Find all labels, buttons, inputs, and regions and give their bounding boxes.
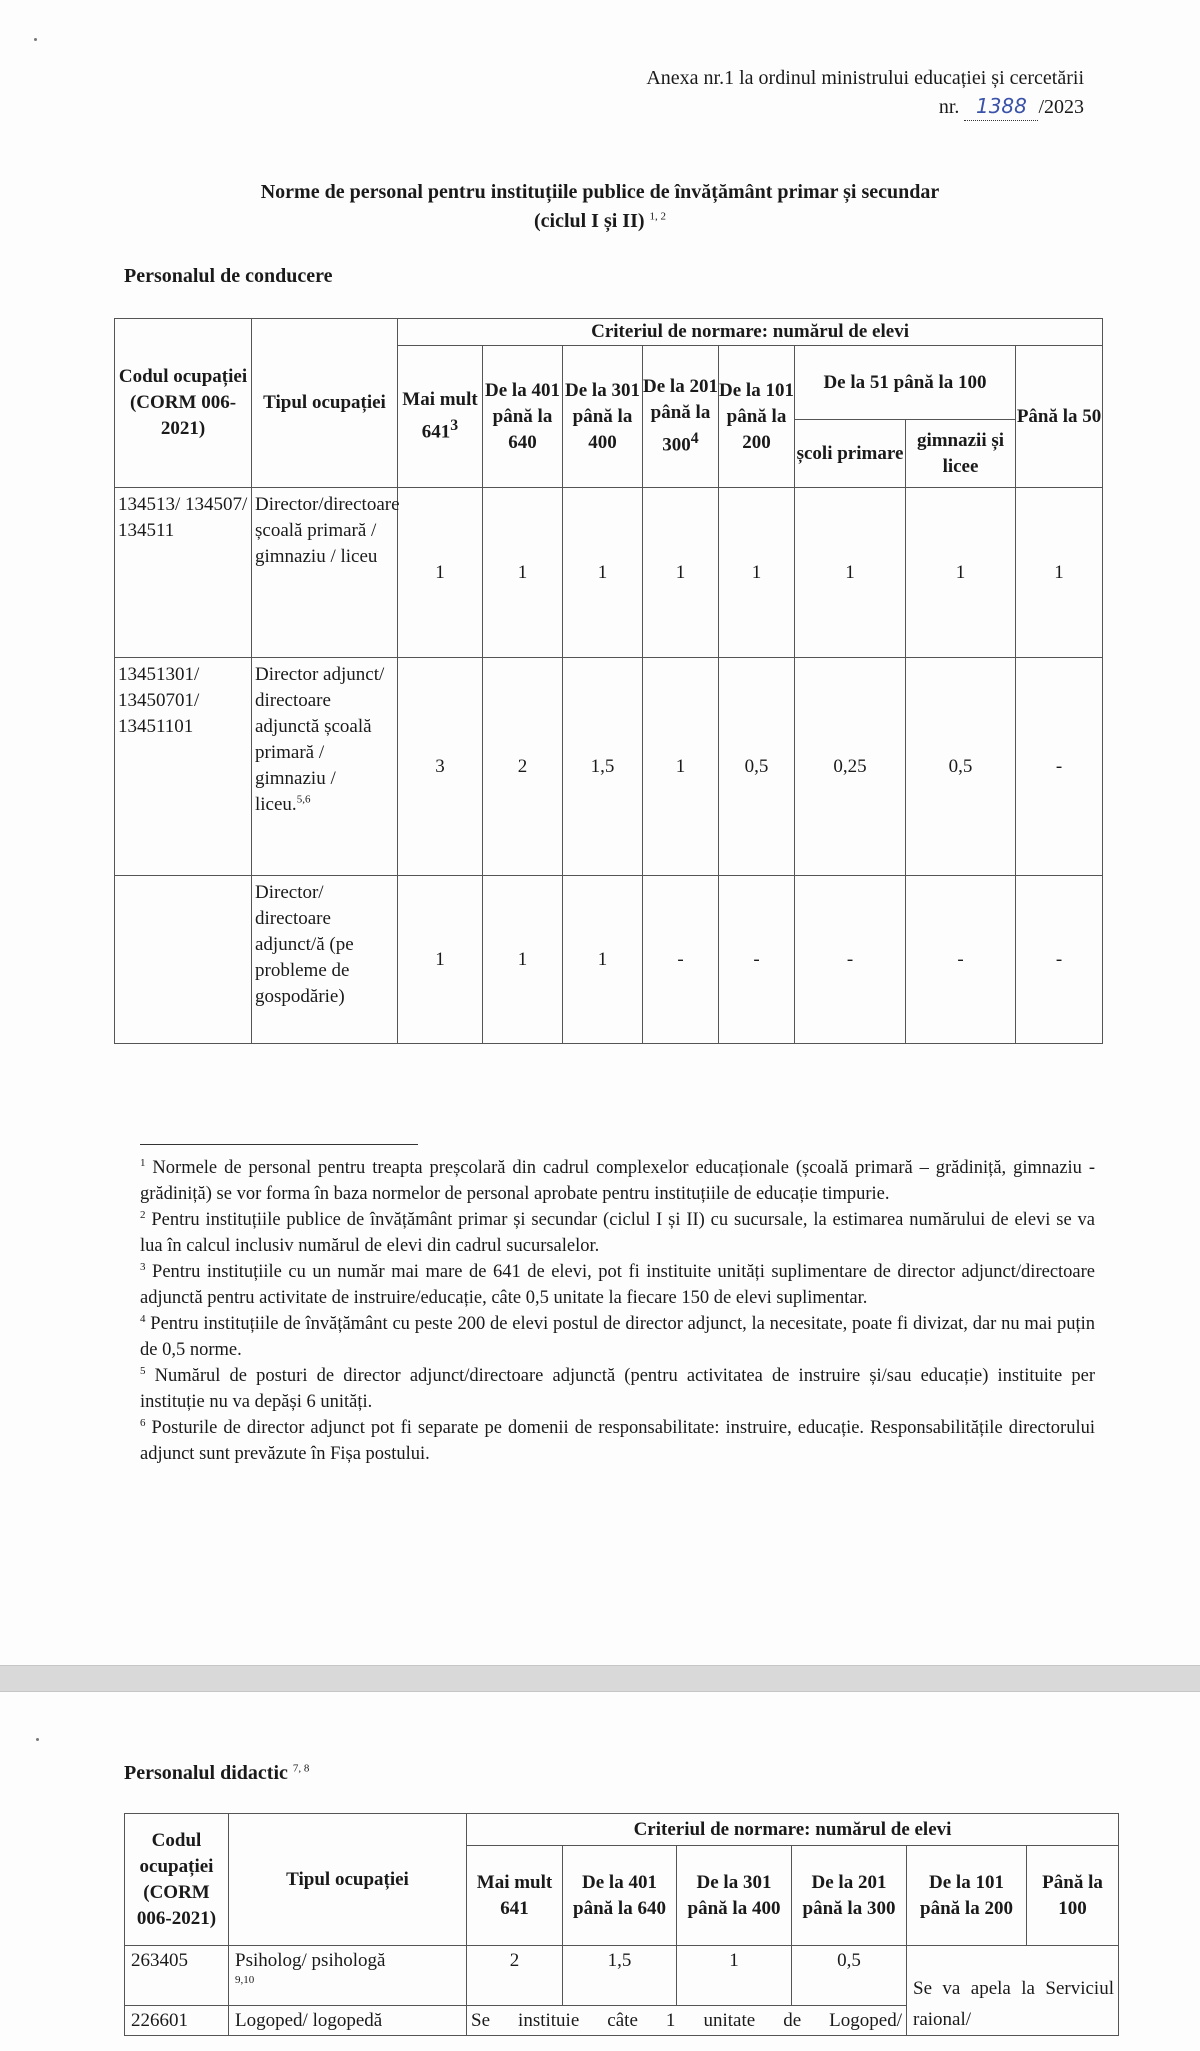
header-up-to-50: Până la 50 (1016, 346, 1103, 488)
section-title-didactic: Personalul didactic $^{7, 8}$ (124, 1762, 310, 1784)
header-primary-schools: școli primare (795, 420, 906, 488)
cell-code: 13451301/ 13450701/ 13451101 (115, 658, 252, 876)
cell-value: 0,5 (906, 658, 1016, 876)
document-title (120, 178, 1080, 236)
title-footnote-ref: 1, 2 (649, 210, 667, 223)
cell-value: - (719, 876, 795, 1044)
cell-type: Psiholog/ psihologă 9,10 (229, 1946, 467, 2006)
scan-speck (36, 1738, 39, 1741)
cell-value: 0,5 (792, 1946, 907, 2006)
footnote-separator (140, 1144, 418, 1145)
cell-value: 3 (398, 658, 483, 876)
cell-code: 226601 (125, 2006, 229, 2036)
header-101-200: De la 101 până la 200 (907, 1846, 1027, 1946)
handwritten-order-number: 1388 (964, 92, 1038, 121)
cell-code (115, 876, 252, 1044)
footnote-6: $^6$ Posturile de director adjunct pot fi separate pe domenii de responsabilitate: instruire, educație. Responsabilitățile directorului adjunct sunt prevăzute în Fișa postului. (140, 1416, 1095, 1464)
cell-type: Logoped/ logopedă (229, 2006, 467, 2036)
cell-value: 1 (719, 488, 795, 658)
header-criteria: Criteriul de normare: numărul de elevi (467, 1814, 1119, 1846)
cell-code: 263405 (125, 1946, 229, 2006)
order-line (646, 92, 1084, 121)
header-201-300: De la 201 până la 300 (792, 1846, 907, 1946)
cell-value: 1 (563, 488, 643, 658)
header-type: Tipul ocupației (229, 1814, 467, 1946)
cell-type: Director adjunct/ directoare adjunctă școală primară / gimnaziu / liceu.$^{5,6}$ (252, 658, 398, 876)
header-101-200: De la 101 până la 200 (719, 346, 795, 488)
table-row (115, 876, 1103, 1044)
didactic-staff-table (124, 1813, 1119, 2036)
header-over-641: Mai mult 641 (467, 1846, 563, 1946)
header-criteria: Criteriul de normare: numărul de elevi (398, 319, 1103, 346)
table-row (125, 1946, 1119, 2006)
cell-value: 1,5 (563, 1946, 677, 2006)
order-suffix: /2023 (1038, 96, 1084, 118)
cell-value: 1 (643, 658, 719, 876)
cell-value: 1 (398, 488, 483, 658)
header-201-300: De la 201 până la $300^4$ (643, 346, 719, 488)
cell-value: 1 (483, 488, 563, 658)
cell-value: 1 (1016, 488, 1103, 658)
cell-value: - (643, 876, 719, 1044)
header-type: Tipul ocupației (252, 319, 398, 488)
annex-header (646, 64, 1084, 121)
cell-value: 1 (563, 876, 643, 1044)
cell-value: - (1016, 876, 1103, 1044)
cell-value: 1 (795, 488, 906, 658)
cell-value: 0,25 (795, 658, 906, 876)
cell-value: 1 (906, 488, 1016, 658)
header-301-400: De la 301 până la 400 (677, 1846, 792, 1946)
footnote-1: $^1$ Normele de personal pentru treapta preșcolară din cadrul complexelor educaționale (școală primară – grădiniță, gimnaziu - grădiniță) se vor forma în baza normelor de personal aprobate pentru instituțiile de educație timpurie. (140, 1156, 1095, 1204)
table-row (115, 488, 1103, 658)
header-301-400: De la 301 până la 400 (563, 346, 643, 488)
page-separator (0, 1665, 1200, 1692)
management-staff-table (114, 318, 1103, 1044)
cell-merged-note: Se instituie câte 1 unitate de Logoped/ (467, 2006, 907, 2036)
table-row (115, 658, 1103, 876)
cell-type: Director/directoare școală primară / gimnaziu / liceu (252, 488, 398, 658)
cell-value: 2 (483, 658, 563, 876)
header-51-100: De la 51 până la 100 (795, 346, 1016, 420)
cell-value: 1 (483, 876, 563, 1044)
cell-value: - (906, 876, 1016, 1044)
cell-value: 1 (398, 876, 483, 1044)
cell-value: 1 (677, 1946, 792, 2006)
cell-value: 1 (643, 488, 719, 658)
header-over-641: Mai mult $641^3$ (398, 346, 483, 488)
section-title-management: Personalul de conducere (124, 265, 333, 287)
title-line-2: (ciclul I și II) $^{1, 2}$ (533, 210, 667, 232)
footnote-5: $^5$ Numărul de posturi de director adjunct/directoare adjunctă (pentru activitatea de instruire și/sau educație) instituite per instituție nu va depăși 6 unități. (140, 1364, 1095, 1412)
cell-value: - (795, 876, 906, 1044)
title-line-1: Norme de personal pentru instituțiile publice de învățământ primar și secundar (260, 181, 940, 203)
header-401-640: De la 401 până la 640 (483, 346, 563, 488)
cell-value: 1,5 (563, 658, 643, 876)
header-code: Codul ocupației (CORM 006-2021) (115, 319, 252, 488)
footnotes (140, 1155, 1095, 1467)
cell-value: 2 (467, 1946, 563, 2006)
header-401-640: De la 401 până la 640 (563, 1846, 677, 1946)
header-gymnasiums-lyceums: gimnazii și licee (906, 420, 1016, 488)
header-code: Codul ocupației (CORM 006-2021) (125, 1814, 229, 1946)
footnote-2: $^2$ Pentru instituțiile publice de învățământ primar și secundar (ciclul I și II) cu sucursale, la estimarea numărului de elevi se va lua în calcul inclusiv numărul de elevi din cadrul sucursalelor. (140, 1208, 1095, 1256)
order-prefix: nr. (938, 96, 960, 118)
cell-side-note: Se va apela la Serviciul raional/ (907, 1946, 1119, 2036)
footnote-3: $^3$ Pentru instituțiile cu un număr mai mare de 641 de elevi, pot fi instituite unități suplimentare de director adjunct/directoare adjunctă pentru activitate de instruire/educație, câte 0,5 unitate la fiecare 150 de elevi suplimentar. (140, 1260, 1095, 1308)
cell-type: Director/ directoare adjunct/ă (pe probleme de gospodărie) (252, 876, 398, 1044)
cell-value: 0,5 (719, 658, 795, 876)
scan-speck (34, 38, 37, 41)
cell-code: 134513/ 134507/ 134511 (115, 488, 252, 658)
cell-value: - (1016, 658, 1103, 876)
header-up-to-100: Până la 100 (1027, 1846, 1119, 1946)
footnote-4: $^4$ Pentru instituțiile de învățământ cu peste 200 de elevi postul de director adjunct, la necesitate, poate fi divizat, dar nu mai puțin de 0,5 norme. (140, 1312, 1095, 1360)
annex-line: Anexa nr.1 la ordinul ministrului educației și cercetării (646, 67, 1084, 89)
